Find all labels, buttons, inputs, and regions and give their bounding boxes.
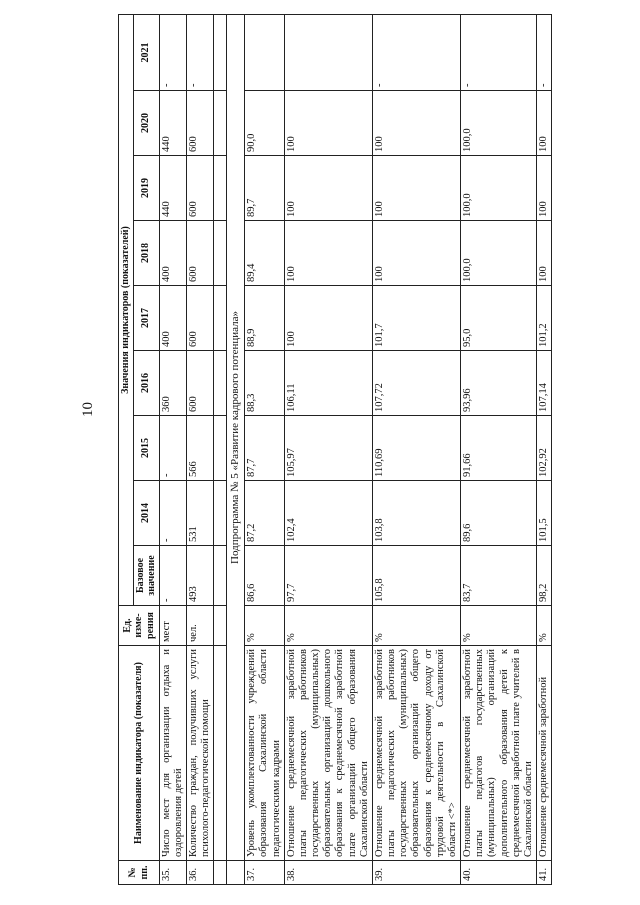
value-cell: 102,92 bbox=[537, 416, 552, 481]
row-number: 35. bbox=[159, 861, 186, 885]
value-cell: 86,6 bbox=[245, 546, 285, 606]
value-cell: - bbox=[372, 15, 460, 91]
value-cell: - bbox=[159, 416, 186, 481]
row-number: 39. bbox=[372, 861, 460, 885]
table-row bbox=[245, 15, 285, 885]
row-number: 37. bbox=[245, 861, 285, 885]
value-cell: 100 bbox=[372, 156, 460, 221]
value-cell: 100,0 bbox=[461, 221, 537, 286]
value-cell: 400 bbox=[159, 286, 186, 351]
unit-cell: % bbox=[461, 606, 537, 646]
row-number: 38. bbox=[284, 861, 372, 885]
indicator-name: Уровень укомплектованности учреждений образования Сахалинской области педагогическими кадрами bbox=[245, 646, 285, 861]
value-cell: - bbox=[537, 15, 552, 91]
value-cell: 100,0 bbox=[461, 156, 537, 221]
col-base-header: Базовое значение bbox=[133, 546, 159, 606]
value-cell: 440 bbox=[159, 91, 186, 156]
value-cell: 89,6 bbox=[461, 481, 537, 546]
value-cell: 87,2 bbox=[245, 481, 285, 546]
value-cell: 600 bbox=[187, 156, 214, 221]
value-cell: 101,5 bbox=[537, 481, 552, 546]
value-cell: 100 bbox=[284, 156, 372, 221]
indicator-name: Отношение среднемесячной заработной платы педагогических работников государственных (муниципальных) образовательных организаций дошкольного образования к среднемесячной заработной плате организаций общего образования Сахалинской области bbox=[284, 646, 372, 861]
value-cell: - bbox=[159, 481, 186, 546]
subprogram-title: Подпрограмма № 5 «Развитие кадрового потенциала» bbox=[227, 15, 245, 861]
unit-cell: % bbox=[537, 606, 552, 646]
value-cell: - bbox=[461, 15, 537, 91]
value-cell: 95,0 bbox=[461, 286, 537, 351]
unit-cell: % bbox=[372, 606, 460, 646]
value-cell: 100,0 bbox=[461, 91, 537, 156]
value-cell: 110,69 bbox=[372, 416, 460, 481]
row-number: 41. bbox=[537, 861, 552, 885]
indicator-name: Число мест для организации отдыха и оздоровления детей bbox=[159, 646, 186, 861]
col-num-header: № пп. bbox=[119, 861, 160, 885]
table-row bbox=[461, 15, 537, 885]
value-cell: 93,96 bbox=[461, 351, 537, 416]
value-cell: 600 bbox=[187, 286, 214, 351]
value-cell: 101,7 bbox=[372, 286, 460, 351]
page-number: 10 bbox=[80, 402, 96, 417]
value-cell: 493 bbox=[187, 546, 214, 606]
value-cell: - bbox=[159, 546, 186, 606]
col-year-header: 2015 bbox=[133, 416, 159, 481]
row-number: 40. bbox=[461, 861, 537, 885]
header-row-1 bbox=[119, 15, 134, 885]
value-cell: 90,0 bbox=[245, 91, 285, 156]
value-cell: 100 bbox=[372, 91, 460, 156]
col-year-header: 2014 bbox=[133, 481, 159, 546]
value-cell: 89,4 bbox=[245, 221, 285, 286]
value-cell: 89,7 bbox=[245, 156, 285, 221]
value-cell: 100 bbox=[372, 221, 460, 286]
indicator-name: Количество граждан, получивших услуги психолого-педагогической помощи bbox=[187, 646, 214, 861]
value-cell: 440 bbox=[159, 156, 186, 221]
value-cell: 360 bbox=[159, 351, 186, 416]
spacer-row bbox=[214, 15, 227, 885]
value-cell: 88,3 bbox=[245, 351, 285, 416]
col-year-header: 2017 bbox=[133, 286, 159, 351]
value-cell: 600 bbox=[187, 91, 214, 156]
table-row bbox=[284, 15, 372, 885]
value-cell: 100 bbox=[537, 221, 552, 286]
unit-cell: чел. bbox=[187, 606, 214, 646]
indicator-name: Отношение среднемесячной заработной bbox=[537, 646, 552, 861]
value-cell: 102,4 bbox=[284, 481, 372, 546]
value-cell: 83,7 bbox=[461, 546, 537, 606]
col-year-header: 2020 bbox=[133, 91, 159, 156]
value-cell: - bbox=[159, 15, 186, 91]
table-row bbox=[187, 15, 214, 885]
value-cell: 100 bbox=[284, 221, 372, 286]
value-cell bbox=[245, 15, 285, 91]
value-cell: 91,66 bbox=[461, 416, 537, 481]
value-cell: 100 bbox=[284, 286, 372, 351]
value-cell: 107,72 bbox=[372, 351, 460, 416]
value-cell: 103,8 bbox=[372, 481, 460, 546]
col-year-header: 2019 bbox=[133, 156, 159, 221]
rotated-page bbox=[118, 15, 618, 885]
value-cell: 400 bbox=[159, 221, 186, 286]
table-row bbox=[537, 15, 552, 885]
value-cell: 100 bbox=[537, 91, 552, 156]
indicators-table bbox=[118, 14, 552, 885]
table-row bbox=[159, 15, 186, 885]
value-cell: 600 bbox=[187, 221, 214, 286]
unit-cell: % bbox=[284, 606, 372, 646]
value-cell: 107,14 bbox=[537, 351, 552, 416]
unit-cell: мест bbox=[159, 606, 186, 646]
col-year-header: 2016 bbox=[133, 351, 159, 416]
value-cell: 97,7 bbox=[284, 546, 372, 606]
value-cell: 88,9 bbox=[245, 286, 285, 351]
table-row bbox=[372, 15, 460, 885]
value-cell: 105,8 bbox=[372, 546, 460, 606]
col-unit-header: Ед. изме-рения bbox=[119, 606, 160, 646]
col-year-header: 2018 bbox=[133, 221, 159, 286]
indicator-name: Отношение среднемесячной заработной платы педагогов государственных (муниципальных) организаций дополнительного образования детей к среднемесячной заработной плате учителей в Сахалинской области bbox=[461, 646, 537, 861]
value-cell: 100 bbox=[284, 91, 372, 156]
col-name-header: Наименование индикатора (показателя) bbox=[119, 646, 160, 861]
indicator-name: Отношение среднемесячной заработной платы педагогических работников государственных (муниципальных) образовательных организаций общего образования к среднемесячному доходу от трудовой деятельности в Сахалинской области <*> bbox=[372, 646, 460, 861]
value-cell: 98,2 bbox=[537, 546, 552, 606]
value-cell bbox=[284, 15, 372, 91]
values-group-header: Значения индикаторов (показателей) bbox=[119, 15, 134, 606]
value-cell: 531 bbox=[187, 481, 214, 546]
subprogram-row bbox=[227, 15, 245, 885]
value-cell: 101,2 bbox=[537, 286, 552, 351]
value-cell: 100 bbox=[537, 156, 552, 221]
value-cell: 105,97 bbox=[284, 416, 372, 481]
value-cell: 566 bbox=[187, 416, 214, 481]
value-cell: 106,11 bbox=[284, 351, 372, 416]
value-cell: - bbox=[187, 15, 214, 91]
unit-cell: % bbox=[245, 606, 285, 646]
value-cell: 600 bbox=[187, 351, 214, 416]
value-cell: 87,7 bbox=[245, 416, 285, 481]
row-number: 36. bbox=[187, 861, 214, 885]
col-year-header: 2021 bbox=[133, 15, 159, 91]
